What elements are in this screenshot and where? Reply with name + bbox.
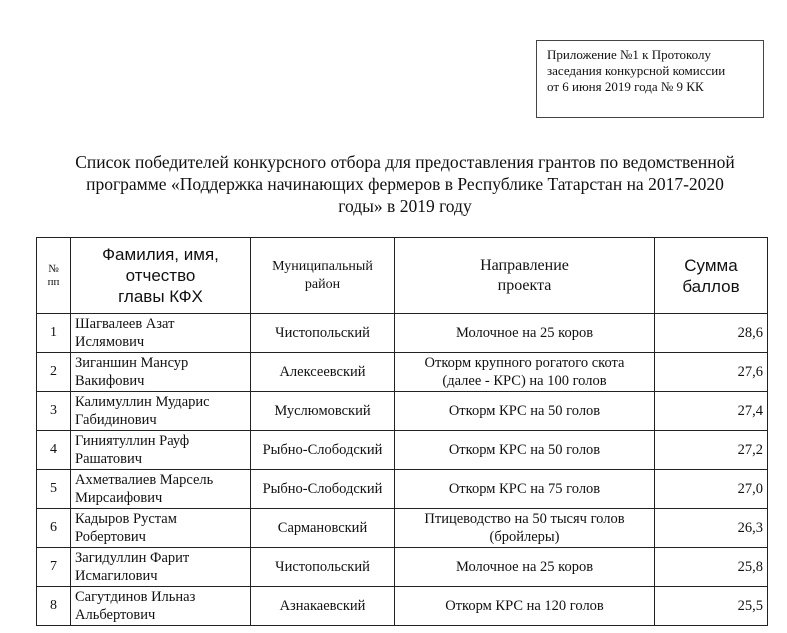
row-surname: Кадыров Рустам xyxy=(75,511,177,527)
row-patronymic: Вакифович xyxy=(75,373,145,389)
table-header xyxy=(37,238,768,314)
row-surname: Калимуллин Мударис xyxy=(75,394,210,410)
header-name xyxy=(71,238,251,314)
row-district: Рыбно-Слободский xyxy=(251,431,395,470)
row-head-name xyxy=(71,431,251,470)
row-number: 4 xyxy=(37,431,71,470)
header-score-line-1: Сумма xyxy=(684,255,738,275)
row-direction xyxy=(395,548,655,587)
row-direction xyxy=(395,353,655,392)
header-name-line-1: Фамилия, имя, xyxy=(102,245,219,264)
header-number xyxy=(37,238,71,314)
appendix-note-box xyxy=(536,40,764,118)
row-direction-line-1: Откорм крупного рогатого скота xyxy=(424,355,625,371)
appendix-line-2: заседания конкурсной комиссии xyxy=(547,63,726,78)
document-title xyxy=(20,151,787,217)
table-row xyxy=(37,392,768,431)
row-district: Чистопольский xyxy=(251,548,395,587)
row-score: 26,3 xyxy=(655,509,768,548)
row-patronymic: Рашатович xyxy=(75,451,143,467)
table-row xyxy=(37,353,768,392)
row-head-name xyxy=(71,548,251,587)
header-direction xyxy=(395,238,655,314)
row-direction xyxy=(395,509,655,548)
row-direction-line-1: Птицеводство на 50 тысяч голов xyxy=(424,511,625,527)
row-direction xyxy=(395,392,655,431)
row-number: 6 xyxy=(37,509,71,548)
row-surname: Загидуллин Фарит xyxy=(75,550,190,566)
header-number-sign: № xyxy=(48,262,59,275)
row-direction-line-1: Молочное на 25 коров xyxy=(455,325,594,341)
table-row xyxy=(37,470,768,509)
row-score: 27,0 xyxy=(655,470,768,509)
row-patronymic: Мирсаифович xyxy=(75,490,163,506)
header-score-line-2: баллов xyxy=(682,276,740,296)
title-line-3: годы» в 2019 году xyxy=(338,196,472,216)
table-row xyxy=(37,314,768,353)
row-patronymic: Робертович xyxy=(75,529,146,545)
row-score: 25,5 xyxy=(655,587,768,626)
title-line-1: Список победителей конкурсного отбора для предоставления грантов по ведомственной xyxy=(75,152,735,172)
row-score: 27,6 xyxy=(655,353,768,392)
row-direction-line-1: Откорм КРС на 120 голов xyxy=(445,598,604,614)
header-district-line-1: Муниципальный xyxy=(272,258,373,274)
row-district: Сармановский xyxy=(251,509,395,548)
row-number: 1 xyxy=(37,314,71,353)
row-district: Чистопольский xyxy=(251,314,395,353)
row-surname: Зиганшин Мансур xyxy=(75,355,189,371)
header-district-line-2: район xyxy=(304,276,341,292)
row-number: 2 xyxy=(37,353,71,392)
row-direction-line-1: Откорм КРС на 50 голов xyxy=(448,403,601,419)
row-number: 3 xyxy=(37,392,71,431)
row-district: Рыбно-Слободский xyxy=(251,470,395,509)
row-head-name xyxy=(71,314,251,353)
row-district: Муслюмовский xyxy=(251,392,395,431)
row-district: Азнакаевский xyxy=(251,587,395,626)
row-district: Алексеевский xyxy=(251,353,395,392)
row-score: 28,6 xyxy=(655,314,768,353)
row-head-name xyxy=(71,353,251,392)
row-surname: Ахметвалиев Марсель xyxy=(75,472,214,488)
winners-table xyxy=(36,237,768,626)
row-direction xyxy=(395,431,655,470)
row-patronymic: Габидинович xyxy=(75,412,157,428)
row-direction-line-1: Молочное на 25 коров xyxy=(455,559,594,575)
row-direction xyxy=(395,470,655,509)
row-patronymic: Альбертович xyxy=(75,607,156,623)
header-name-line-2: отчество xyxy=(125,266,196,285)
row-head-name xyxy=(71,587,251,626)
table-body xyxy=(37,314,768,626)
row-direction xyxy=(395,314,655,353)
table-row xyxy=(37,509,768,548)
header-direction-line-1: Направление xyxy=(480,256,569,274)
row-patronymic: Исмагилович xyxy=(75,568,158,584)
row-direction-line-1: Откорм КРС на 75 голов xyxy=(448,481,601,497)
row-surname: Гиниятуллин Рауф xyxy=(75,433,190,449)
header-name-line-3: главы КФХ xyxy=(118,287,203,306)
header-number-pp: пп xyxy=(47,275,60,288)
table-row xyxy=(37,548,768,587)
row-number: 8 xyxy=(37,587,71,626)
appendix-line-3: от 6 июня 2019 года № 9 КК xyxy=(547,79,704,94)
row-head-name xyxy=(71,392,251,431)
row-surname: Шагвалеев Азат xyxy=(75,316,175,332)
row-direction xyxy=(395,587,655,626)
row-score: 27,4 xyxy=(655,392,768,431)
table-row xyxy=(37,587,768,626)
row-score: 27,2 xyxy=(655,431,768,470)
row-direction-line-1: Откорм КРС на 50 голов xyxy=(448,442,601,458)
title-line-2: программе «Поддержка начинающих фермеров в Республике Татарстан на 2017-2020 xyxy=(86,174,724,194)
row-number: 7 xyxy=(37,548,71,587)
row-direction-line-2: (далее - КРС) на 100 голов xyxy=(442,373,607,389)
header-score xyxy=(655,238,768,314)
appendix-line-1: Приложение №1 к Протоколу xyxy=(547,47,711,62)
row-head-name xyxy=(71,509,251,548)
header-district xyxy=(251,238,395,314)
row-score: 25,8 xyxy=(655,548,768,587)
row-patronymic: Ислямович xyxy=(75,334,145,350)
row-surname: Сагутдинов Ильназ xyxy=(75,589,196,605)
header-row xyxy=(37,238,768,314)
row-head-name xyxy=(71,470,251,509)
header-direction-line-2: проекта xyxy=(497,276,552,294)
row-direction-line-2: (бройлеры) xyxy=(489,529,560,545)
row-number: 5 xyxy=(37,470,71,509)
table-row xyxy=(37,431,768,470)
